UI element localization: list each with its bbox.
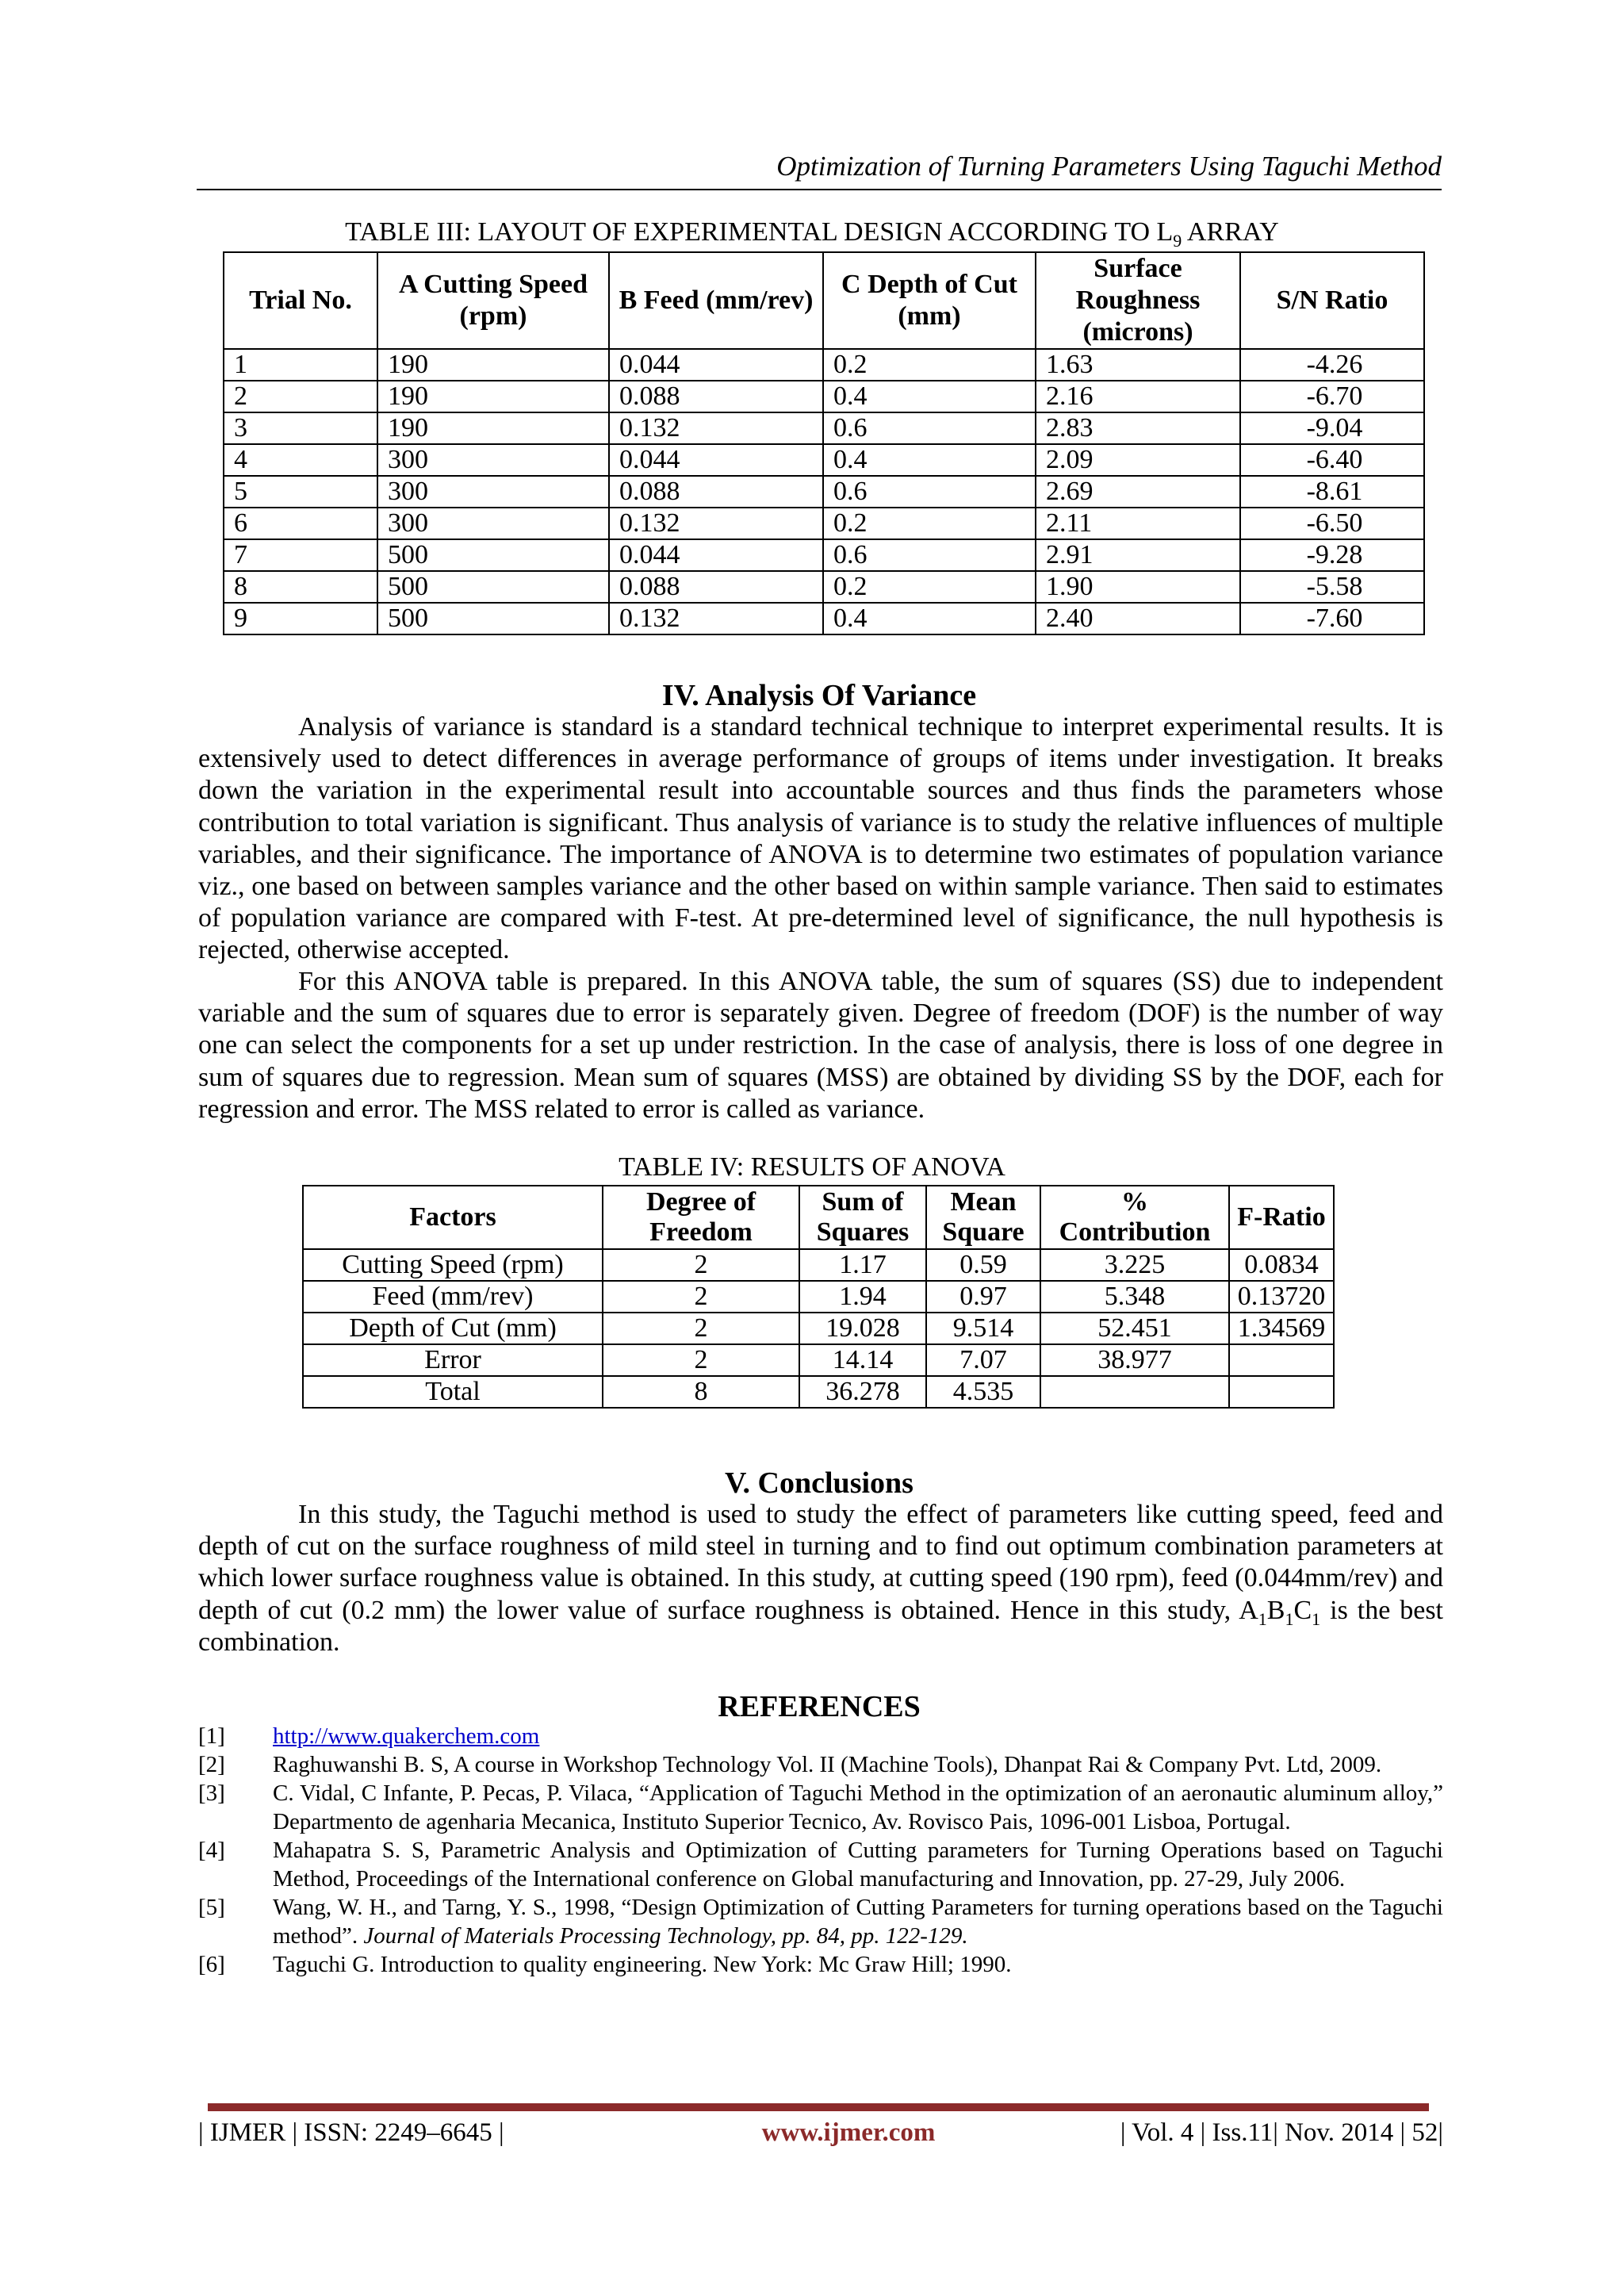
table3-caption-subscript: 9 <box>1173 230 1182 251</box>
table4-cell: 0.13720 <box>1229 1281 1334 1313</box>
table3-header-cell: C Depth of Cut (mm) <box>823 252 1036 349</box>
reference-text: Wang, W. H., and Tarng, Y. S., 1998, “Design Optimization of Cutting Parameters for turning operations based on the Taguchi method”. Journal of Materials Processing Technology, pp. 84, pp. 122-129. <box>273 1895 1443 1949</box>
table3-cell: 300 <box>377 476 609 508</box>
table4-header-cell: Degree of Freedom <box>603 1186 799 1249</box>
table4-cell: 0.97 <box>926 1281 1040 1313</box>
table3-cell: 0.132 <box>609 508 823 539</box>
table3-cell: 0.088 <box>609 571 823 603</box>
reference-item <box>198 1750 1443 1779</box>
table3-cell: 8 <box>224 571 377 603</box>
section4-paragraph-1 <box>198 711 1443 967</box>
table3-cell: 7 <box>224 539 377 571</box>
table4-header-cell: Mean Square <box>926 1186 1040 1249</box>
table3-cell: 0.2 <box>823 349 1036 381</box>
table4-cell: 1.34569 <box>1229 1313 1334 1344</box>
table3-cell: 300 <box>377 444 609 476</box>
table4-header-cell: Sum of Squares <box>799 1186 926 1249</box>
table3-cell: -6.40 <box>1240 444 1424 476</box>
table4-cell: 7.07 <box>926 1344 1040 1376</box>
reference-item <box>198 1836 1443 1893</box>
footer-bar <box>208 2103 1429 2111</box>
table4-row <box>303 1376 1334 1408</box>
table3-cell: 4 <box>224 444 377 476</box>
table3-cell: 2.91 <box>1036 539 1240 571</box>
table3-cell: -8.61 <box>1240 476 1424 508</box>
reference-text: Mahapatra S. S, Parametric Analysis and Optimization of Cutting parameters for Turning Operations based on Taguchi Method, Proceedings of the International conference on Global manufacturing and Innovation, pp. 27-29, July 2006. <box>273 1838 1443 1892</box>
table3-row <box>224 444 1424 476</box>
table3-cell: 0.088 <box>609 381 823 412</box>
table4-header-cell: % Contribution <box>1040 1186 1229 1249</box>
table3-cell: 0.044 <box>609 444 823 476</box>
table4-cell: Error <box>303 1344 603 1376</box>
table3-cell: -9.04 <box>1240 412 1424 444</box>
table3-row <box>224 476 1424 508</box>
table3-cell: 2.16 <box>1036 381 1240 412</box>
table3-cell: 0.044 <box>609 349 823 381</box>
reference-link[interactable]: http://www.quakerchem.com <box>273 1723 540 1749</box>
table3-caption-tail: ARRAY <box>1182 217 1279 247</box>
reference-text: Taguchi G. Introduction to quality engineering. New York: Mc Graw Hill; 1990. <box>273 1952 1012 1977</box>
table4-cell: 36.278 <box>799 1376 926 1408</box>
table3-cell: 0.088 <box>609 476 823 508</box>
table4-cell: 2 <box>603 1281 799 1313</box>
table3-cell: 500 <box>377 603 609 634</box>
table3-cell: 1.63 <box>1036 349 1240 381</box>
table3-cell: 0.6 <box>823 412 1036 444</box>
table4-cell: 1.17 <box>799 1249 926 1281</box>
table3-cell: 2.09 <box>1036 444 1240 476</box>
table3-row <box>224 412 1424 444</box>
table3-header-cell: S/N Ratio <box>1240 252 1424 349</box>
table3-cell: 190 <box>377 349 609 381</box>
reference-journal: Journal of Materials Processing Technology, pp. 84, pp. 122-129. <box>363 1923 968 1949</box>
table3-cell: 300 <box>377 508 609 539</box>
table3-cell: -5.58 <box>1240 571 1424 603</box>
reference-item <box>198 1722 1443 1750</box>
reference-number: [6] <box>198 1952 225 1977</box>
reference-number: [5] <box>198 1895 225 1920</box>
section5-heading: V. Conclusions <box>725 1466 914 1500</box>
table3-cell: -6.50 <box>1240 508 1424 539</box>
section5-paragraph-tail: is the best combination. <box>198 1595 1444 1657</box>
table3-cell: -7.60 <box>1240 603 1424 634</box>
table4-row <box>303 1344 1334 1376</box>
table3-row <box>224 508 1424 539</box>
table4-header-row <box>303 1186 1334 1249</box>
table3-cell: 2 <box>224 381 377 412</box>
table4-cell: Feed (mm/rev) <box>303 1281 603 1313</box>
table3-cell: 0.6 <box>823 539 1036 571</box>
table3-header-row <box>224 252 1424 349</box>
table4-cell: 2 <box>603 1249 799 1281</box>
table3-cell: 0.4 <box>823 444 1036 476</box>
table4-header-cell: F-Ratio <box>1229 1186 1334 1249</box>
table3-header-cell: Trial No. <box>224 252 377 349</box>
table4-row <box>303 1313 1334 1344</box>
table3-cell: 0.4 <box>823 381 1036 412</box>
running-header: Optimization of Turning Parameters Using Taguchi Method <box>776 151 1442 182</box>
table4-header-cell: Factors <box>303 1186 603 1249</box>
table3-cell: 3 <box>224 412 377 444</box>
table4-cell: 19.028 <box>799 1313 926 1344</box>
table4-cell: 3.225 <box>1040 1249 1229 1281</box>
table3-header-cell: B Feed (mm/rev) <box>609 252 823 349</box>
table3-cell: 0.6 <box>823 476 1036 508</box>
table4-row <box>303 1249 1334 1281</box>
table3-cell: 0.132 <box>609 412 823 444</box>
table3-caption <box>222 217 1402 251</box>
table3-cell: 6 <box>224 508 377 539</box>
reference-item <box>198 1893 1443 1950</box>
references-list <box>198 1722 1443 1979</box>
table3-cell: -9.28 <box>1240 539 1424 571</box>
table4-caption: TABLE IV: RESULTS OF ANOVA <box>619 1152 1005 1182</box>
reference-number: [3] <box>198 1780 225 1806</box>
table3-cell: 0.2 <box>823 571 1036 603</box>
table3-header-cell: Surface Roughness (microns) <box>1036 252 1240 349</box>
reference-text: Raghuwanshi B. S, A course in Workshop Technology Vol. II (Machine Tools), Dhanpat Rai & Company Pvt. Ltd, 2009. <box>273 1752 1382 1777</box>
table4-cell: Depth of Cut (mm) <box>303 1313 603 1344</box>
table3-cell: 0.132 <box>609 603 823 634</box>
table4-cell: 2 <box>603 1344 799 1376</box>
footer-volume-info: | Vol. 4 | Iss.11| Nov. 2014 | 52| <box>1120 2118 1443 2147</box>
table3-cell: 9 <box>224 603 377 634</box>
table3-cell: 0.2 <box>823 508 1036 539</box>
table4-row <box>303 1281 1334 1313</box>
table3-cell: 190 <box>377 381 609 412</box>
table4-cell: 0.59 <box>926 1249 1040 1281</box>
table3-cell: 2.69 <box>1036 476 1240 508</box>
table3-row <box>224 539 1424 571</box>
table3-cell: 500 <box>377 571 609 603</box>
table3-row <box>224 381 1424 412</box>
table4-cell <box>1040 1376 1229 1408</box>
footer-website-link[interactable]: www.ijmer.com <box>761 2118 936 2147</box>
table3-row <box>224 571 1424 603</box>
table4-cell: 52.451 <box>1040 1313 1229 1344</box>
table4-cell: 1.94 <box>799 1281 926 1313</box>
table4-cell <box>1229 1344 1334 1376</box>
section4-heading: IV. Analysis Of Variance <box>661 679 977 712</box>
table3-cell: 500 <box>377 539 609 571</box>
table3-cell: 0.044 <box>609 539 823 571</box>
table4 <box>302 1185 1335 1409</box>
table3 <box>223 251 1425 635</box>
section5-paragraph-1 <box>198 1499 1443 1658</box>
reference-number: [1] <box>198 1723 225 1749</box>
reference-item <box>198 1779 1443 1836</box>
table3-row <box>224 603 1424 634</box>
table3-cell: 5 <box>224 476 377 508</box>
table4-cell: 2 <box>603 1313 799 1344</box>
reference-number: [4] <box>198 1838 225 1863</box>
table3-cell: 190 <box>377 412 609 444</box>
references-heading: REFERENCES <box>718 1690 921 1723</box>
table4-cell: Total <box>303 1376 603 1408</box>
table3-cell: 2.40 <box>1036 603 1240 634</box>
table4-cell: 8 <box>603 1376 799 1408</box>
table3-cell: -6.70 <box>1240 381 1424 412</box>
table3-cell: 1.90 <box>1036 571 1240 603</box>
table4-cell: 9.514 <box>926 1313 1040 1344</box>
reference-item <box>198 1950 1443 1979</box>
section4-paragraph-2-text: For this ANOVA table is prepared. In this ANOVA table, the sum of squares (SS) due to independent variable and the sum of squares due to error is separately given. Degree of freedom (DOF) is the number of way one can select the components for a set up under restriction. In the case of analysis, there is loss of one degree in sum of squares due to regression. Mean sum of squares (MSS) are obtained by dividing SS by the DOF, each for regression and error. The MSS related to error is called as variance. <box>198 967 1443 1124</box>
table3-cell: 2.83 <box>1036 412 1240 444</box>
table4-cell: 4.535 <box>926 1376 1040 1408</box>
table3-cell: 1 <box>224 349 377 381</box>
table3-header-cell: A Cutting Speed (rpm) <box>377 252 609 349</box>
table3-cell: -4.26 <box>1240 349 1424 381</box>
table3-cell: 2.11 <box>1036 508 1240 539</box>
reference-number: [2] <box>198 1752 225 1777</box>
table4-cell <box>1229 1376 1334 1408</box>
reference-text: C. Vidal, C Infante, P. Pecas, P. Vilaca, “Application of Taguchi Method in the optimization of an aeronautic aluminum alloy,” Departmento de agenharia Mecanica, Instituto Superior Tecnico, Av. Rovisco Pais, 1096-001 Lisboa, Portugal. <box>273 1780 1443 1834</box>
table4-cell: 0.0834 <box>1229 1249 1334 1281</box>
footer-journal-info: | IJMER | ISSN: 2249–6645 | <box>198 2118 504 2147</box>
table4-cell: Cutting Speed (rpm) <box>303 1249 603 1281</box>
table3-row <box>224 349 1424 381</box>
table4-cell: 5.348 <box>1040 1281 1229 1313</box>
header-rule <box>197 189 1442 190</box>
table4-cell: 38.977 <box>1040 1344 1229 1376</box>
table3-caption-main: TABLE III: LAYOUT OF EXPERIMENTAL DESIGN ACCORDING TO L <box>345 217 1174 247</box>
best-combination: $A_1B_1C_1$ <box>1239 1595 1321 1629</box>
section4-paragraph-1-text: Analysis of variance is standard is a standard technical technique to interpret experimental results. It is extensively used to detect differences in average performance of groups of items under investigation. It breaks down the variation in the experimental result into accountable sources and thus finds the parameters whose contribution to total variation is significant. Thus analysis of variance is to study the relative influences of multiple variables, and their significance. The importance of ANOVA is to determine two estimates of population variance viz., one based on between samples variance and the other based on within sample variance. Then said to estimates of population variance are compared with F-test. At pre-determined level of significance, the null hypothesis is rejected, otherwise accepted. <box>198 712 1443 965</box>
table3-cell: 0.4 <box>823 603 1036 634</box>
section5-paragraph-text: In this study, the Taguchi method is used to study the effect of parameters like cutting speed, feed and depth of cut on the surface roughness of mild steel in turning and to find out optimum combination parameters at which lower surface roughness value is obtained. In this study, at cutting speed (190 rpm), feed (0.044mm/rev) and depth of cut (0.2 mm) the lower value of surface roughness is obtained. Hence in this study, <box>198 1500 1443 1625</box>
section4-paragraph-2 <box>198 966 1443 1125</box>
table4-cell: 14.14 <box>799 1344 926 1376</box>
